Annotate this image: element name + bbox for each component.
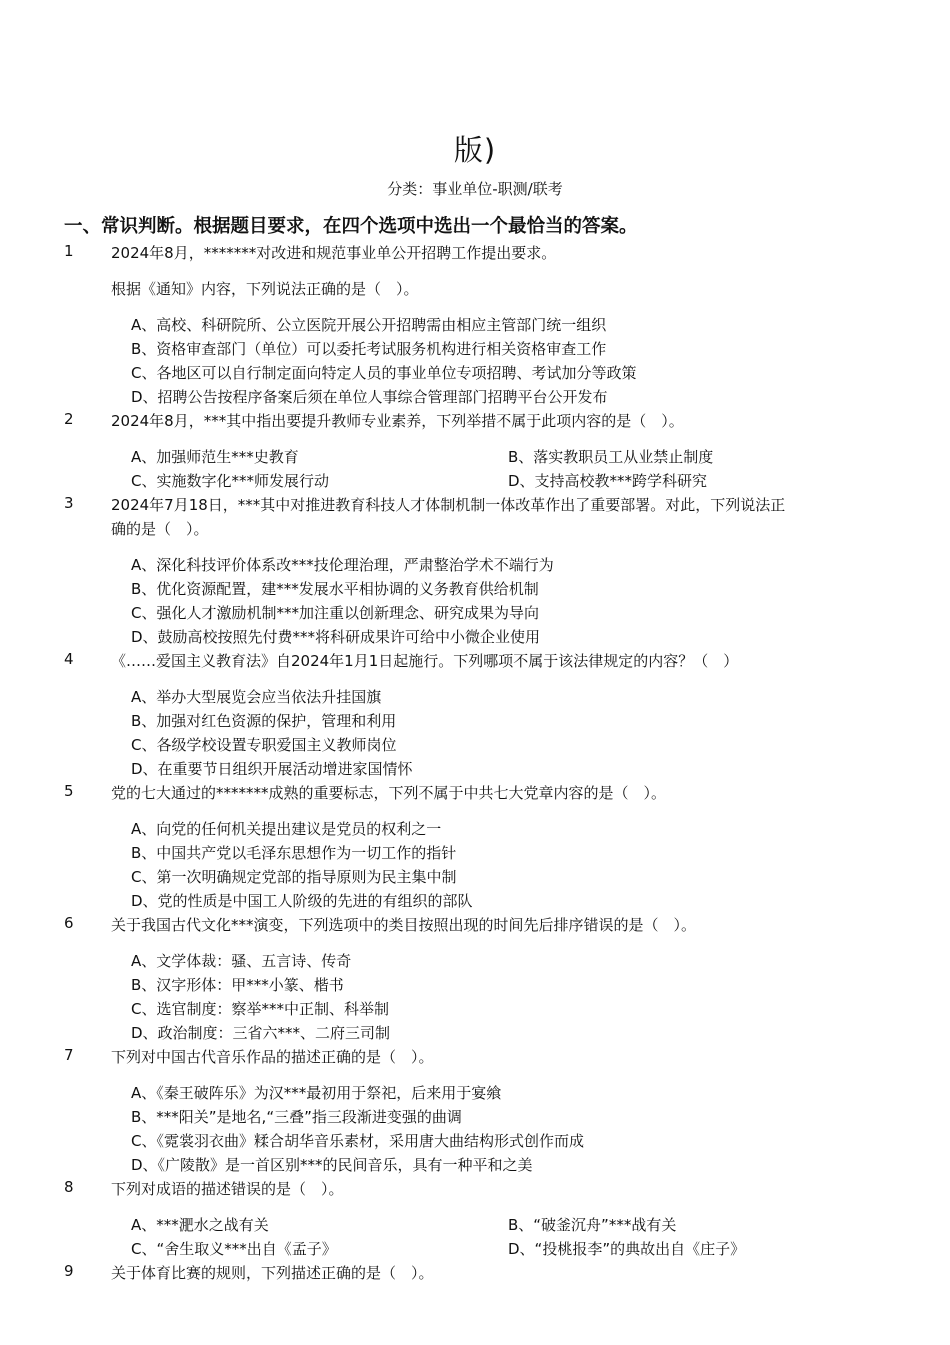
question-stem-line: 2024年8月，***其中指出要提升教师专业素养，下列举措不属于此项内容的是（ ）。 xyxy=(111,412,684,430)
option-d: D、招聘公告按程序备案后须在单位人事综合管理部门招聘平台公开发布 xyxy=(131,388,608,406)
question-stem-line: 2024年8月，*******对改进和规范事业单公开招聘工作提出要求。 xyxy=(111,244,557,262)
option-d: D、党的性质是中国工人阶级的先进的有组织的部队 xyxy=(131,892,473,910)
question-stem-line: 下列对成语的描述错误的是（ ）。 xyxy=(111,1180,344,1198)
option-d: D、《广陵散》是一首区别***的民间音乐，具有一种平和之美 xyxy=(131,1156,533,1174)
option-d: D、在重要节日组织开展活动增进家国情怀 xyxy=(131,760,413,778)
category-label: 分类：事业单位-职测/联考 xyxy=(387,180,563,198)
option-b: B、***阳关”是地名,“三叠”指三段渐进变强的曲调 xyxy=(131,1108,462,1126)
question-number: 4 xyxy=(64,650,74,668)
question-number: 9 xyxy=(64,1262,74,1280)
question-stem-line: 根据《通知》内容，下列说法正确的是（ ）。 xyxy=(111,280,419,298)
section-header: 一、常识判断。根据题目要求，在四个选项中选出一个最恰当的答案。 xyxy=(64,216,638,237)
option-b: B、优化资源配置，建***发展水平相协调的义务教育供给机制 xyxy=(131,580,539,598)
option-c: C、选官制度：察举***中正制、科举制 xyxy=(131,1000,389,1018)
option-b: B、加强对红色资源的保护，管理和利用 xyxy=(131,712,397,730)
question-stem-line: 《……爱国主义教育法》自2024年1月1日起施行。下列哪项不属于该法律规定的内容？（ ） xyxy=(111,652,739,670)
question-stem-line: 党的七大通过的*******成熟的重要标志，下列不属于中共七大党章内容的是（ ）。 xyxy=(111,784,667,802)
question-stem-line: 关于体育比赛的规则，下列描述正确的是（ ）。 xyxy=(111,1264,434,1282)
question-number: 7 xyxy=(64,1046,74,1064)
option-b: B、“破釜沉舟”***战有关 xyxy=(508,1216,677,1234)
question-number: 6 xyxy=(64,914,74,932)
option-a: A、《秦王破阵乐》为汉***最初用于祭祀，后来用于宴飨 xyxy=(131,1084,502,1102)
question-number: 5 xyxy=(64,782,74,800)
question-number: 2 xyxy=(64,410,74,428)
option-a: A、***淝水之战有关 xyxy=(131,1216,269,1234)
question-number: 8 xyxy=(64,1178,74,1196)
option-b: B、汉字形体：甲***小篆、楷书 xyxy=(131,976,344,994)
option-a: A、文学体裁：骚、五言诗、传奇 xyxy=(131,952,352,970)
option-b: B、落实教职员工从业禁止制度 xyxy=(508,448,714,466)
option-a: A、向党的任何机关提出建议是党员的权利之一 xyxy=(131,820,442,838)
question-number: 3 xyxy=(64,494,74,512)
option-c: C、“舍生取义***出自《孟子》 xyxy=(131,1240,337,1258)
option-d: D、鼓励高校按照先付费***将科研成果许可给中小微企业使用 xyxy=(131,628,541,646)
option-b: B、中国共产党以毛泽东思想作为一切工作的指针 xyxy=(131,844,457,862)
option-c: C、各地区可以自行制定面向特定人员的事业单位专项招聘、考试加分等政策 xyxy=(131,364,637,382)
option-c: C、强化人才激励机制***加注重以创新理念、研究成果为导向 xyxy=(131,604,539,622)
option-a: A、深化科技评价体系改***技伦理治理，严肃整治学术不端行为 xyxy=(131,556,554,574)
option-c: C、各级学校设置专职爱国主义教师岗位 xyxy=(131,736,397,754)
option-a: A、举办大型展览会应当依法升挂国旗 xyxy=(131,688,382,706)
option-d: D、政治制度：三省六***、二府三司制 xyxy=(131,1024,391,1042)
question-stem-line: 确的是（ ）。 xyxy=(111,520,209,538)
document-title: 版) xyxy=(453,133,497,167)
option-c: C、实施数字化***师发展行动 xyxy=(131,472,329,490)
question-stem-line: 下列对中国古代音乐作品的描述正确的是（ ）。 xyxy=(111,1048,434,1066)
option-c: C、《霓裳羽衣曲》糅合胡华音乐素材，采用唐大曲结构形式创作而成 xyxy=(131,1132,584,1150)
option-b: B、资格审查部门（单位）可以委托考试服务机构进行相关资格审查工作 xyxy=(131,340,607,358)
option-a: A、加强师范生***史教育 xyxy=(131,448,299,466)
question-stem-line: 2024年7月18日，***其中对推进教育科技人才体制机制一体改革作出了重要部署。对此，下列说法正 xyxy=(111,496,786,514)
question-number: 1 xyxy=(64,242,74,260)
option-d: D、支持高校教***跨学科研究 xyxy=(508,472,708,490)
option-c: C、第一次明确规定党部的指导原则为民主集中制 xyxy=(131,868,457,886)
option-d: D、“投桃报李”的典故出自《庄子》 xyxy=(508,1240,746,1258)
option-a: A、高校、科研院所、公立医院开展公开招聘需由相应主管部门统一组织 xyxy=(131,316,607,334)
question-stem-line: 关于我国古代文化***演变，下列选项中的类目按照出现的时间先后排序错误的是（ ）。 xyxy=(111,916,697,934)
